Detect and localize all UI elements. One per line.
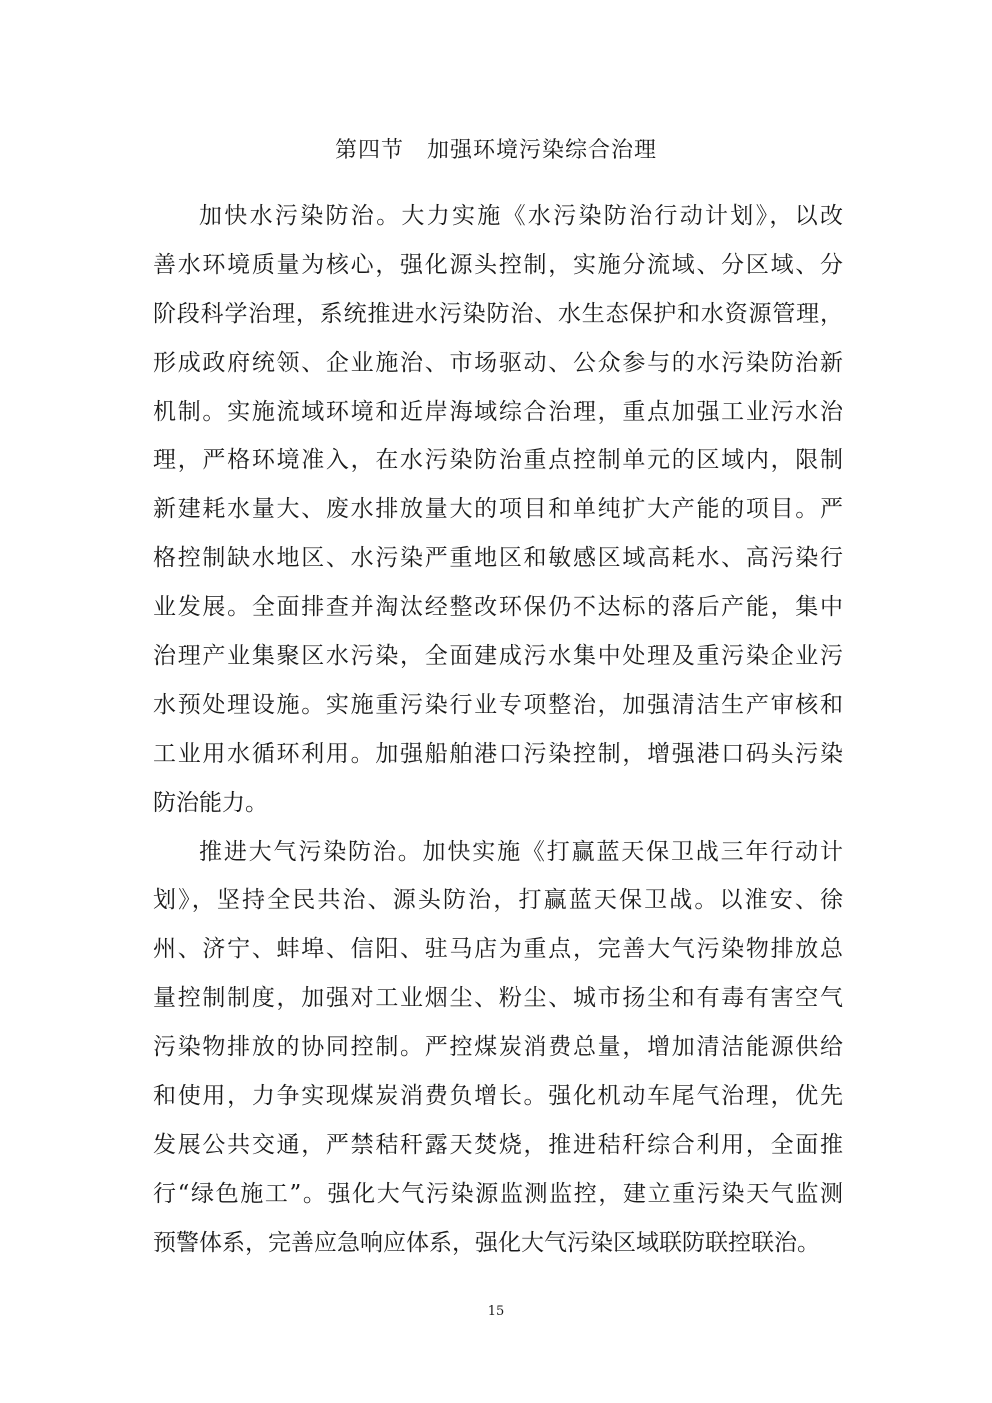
- paragraph-line: 理，严格环境准入，在水污染防治重点控制单元的区域内，限制: [153, 447, 843, 474]
- paragraph-line: 推进大气污染防治。加快实施《打赢蓝天保卫战三年行动计: [199, 838, 843, 865]
- paragraph-line: 业发展。全面排查并淘汰经整改环保仍不达标的落后产能，集中: [153, 594, 843, 621]
- paragraph-line: 加快水污染防治。大力实施《水污染防治行动计划》，以改: [199, 203, 843, 229]
- page-number: 15: [487, 1304, 505, 1319]
- paragraph: [153, 828, 843, 1268]
- paragraph-line: 预警体系，完善应急响应体系，强化大气污染区域联防联控联治。: [153, 1229, 820, 1256]
- paragraph-line: 阶段科学治理，系统推进水污染防治、水生态保护和水资源管理，: [153, 300, 843, 327]
- paragraph-line: 形成政府统领、企业施治、市场驱动、公众参与的水污染防治新: [153, 349, 843, 376]
- paragraph-line: 行“绿色施工”。强化大气污染源监测监控，建立重污染天气监测: [153, 1180, 843, 1207]
- paragraph-line: 机制。实施流域环境和近岸海域综合治理，重点加强工业污水治: [153, 398, 843, 425]
- paragraph: [153, 192, 843, 828]
- paragraph-line: 善水环境质量为核心，强化源头控制，实施分流域、分区域、分: [153, 251, 843, 278]
- paragraph-line: 和使用，力争实现煤炭消费负增长。强化机动车尾气治理，优先: [153, 1083, 843, 1110]
- paragraph-line: 水预处理设施。实施重污染行业专项整治，加强清洁生产审核和: [153, 691, 843, 718]
- body-text: [153, 192, 843, 1268]
- section-title: 第四节 加强环境污染综合治理: [334, 138, 657, 163]
- paragraph-line: 划》，坚持全民共治、源头防治，打赢蓝天保卫战。以淮安、徐: [153, 887, 843, 914]
- paragraph-line: 治理产业集聚区水污染，全面建成污水集中处理及重污染企业污: [153, 643, 843, 670]
- paragraph-line: 工业用水循环利用。加强船舶港口污染控制，增强港口码头污染: [153, 740, 843, 767]
- paragraph-line: 新建耗水量大、废水排放量大的项目和单纯扩大产能的项目。严: [153, 496, 843, 523]
- paragraph-line: 发展公共交通，严禁秸秆露天焚烧，推进秸秆综合利用，全面推: [153, 1131, 843, 1158]
- paragraph-line: 污染物排放的协同控制。严控煤炭消费总量，增加清洁能源供给: [153, 1034, 843, 1061]
- paragraph-line: 防治能力。: [153, 789, 268, 816]
- paragraph-line: 格控制缺水地区、水污染严重地区和敏感区域高耗水、高污染行: [153, 545, 843, 572]
- paragraph-line: 州、济宁、蚌埠、信阳、驻马店为重点，完善大气污染物排放总: [153, 936, 843, 963]
- paragraph-line: 量控制制度，加强对工业烟尘、粉尘、城市扬尘和有毒有害空气: [153, 985, 843, 1012]
